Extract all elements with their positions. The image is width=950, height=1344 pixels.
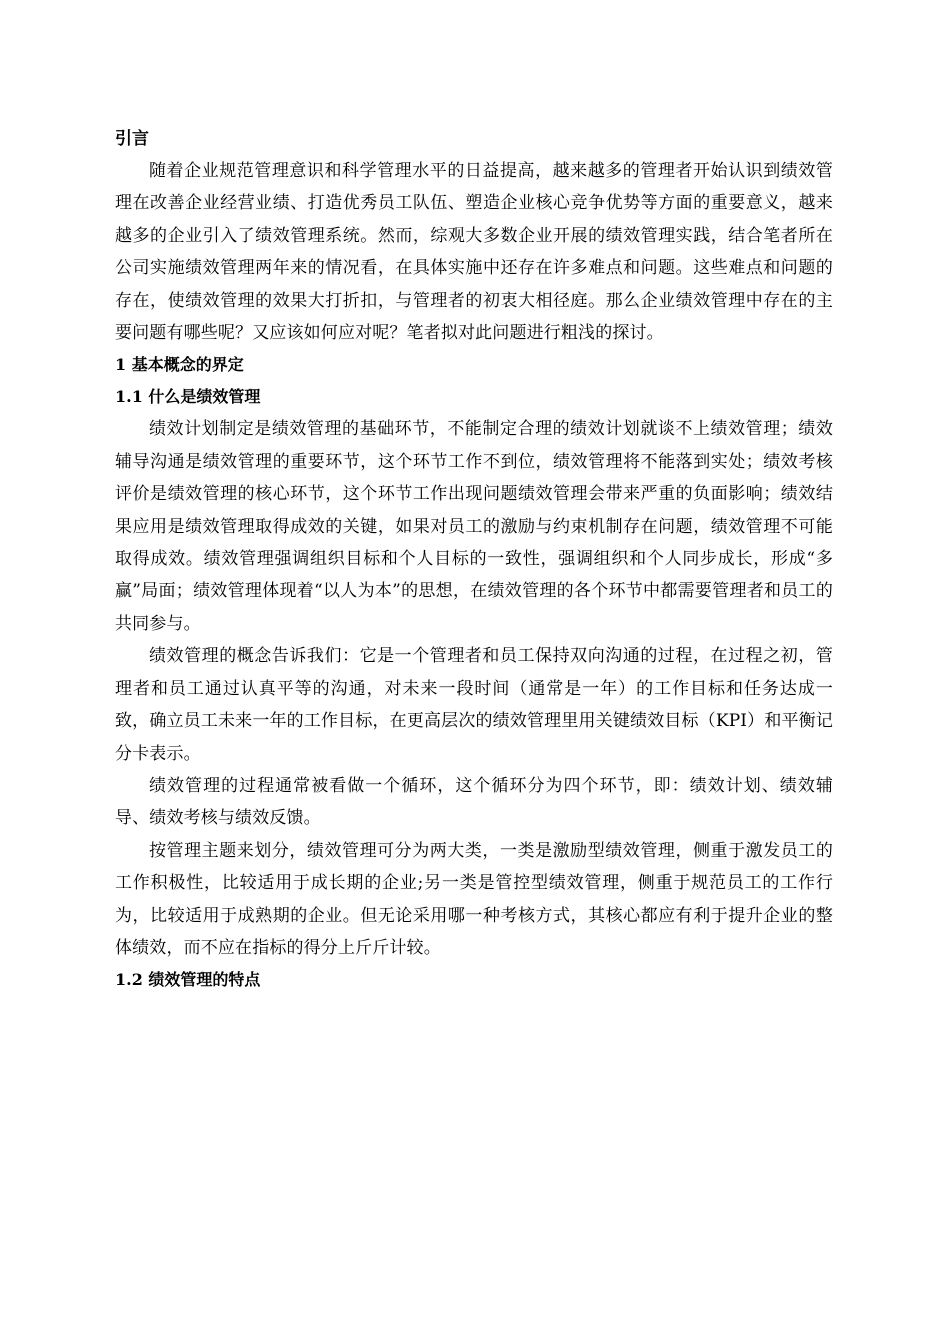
intro-paragraph: 随着企业规范管理意识和科学管理水平的日益提高，越来越多的管理者开始认识到绩效管理在改善企业经营业绩、打造优秀员工队伍、塑造企业核心竞争优势等方面的重要意义，越来越多的企业引入了绩效管理系统。然而，综观大多数企业开展的绩效管理实践，结合笔者所在公司实施绩效管理两年来的情况看，在具体实施中还存在许多难点和问题。这些难点和问题的存在，使绩效管理的效果大打折扣，与管理者的初衷大相径庭。那么企业绩效管理中存在的主要问题有哪些呢？又应该如何应对呢？笔者拟对此问题进行粗浅的探讨。 bbox=[115, 161, 833, 344]
section-1-2-heading: 1.2 绩效管理的特点 bbox=[115, 970, 261, 990]
section-1-1-heading: 1.1 什么是绩效管理 bbox=[115, 387, 261, 407]
section-1-1-paragraph-1: 绩效计划制定是绩效管理的基础环节，不能制定合理的绩效计划就谈不上绩效管理；绩效辅导沟通是绩效管理的重要环节，这个环节工作不到位，绩效管理将不能落到实处；绩效考核评价是绩效管理的核心环节，这个环节工作出现问题绩效管理会带来严重的负面影响；绩效结果应用是绩效管理取得成效的关键，如果对员工的激励与约束机制存在问题，绩效管理不可能取得成效。绩效管理强调组织目标和个人目标的一致性，强调组织和个人同步成长，形成“多赢”局面；绩效管理体现着“以人为本”的思想，在绩效管理的各个环节中都需要管理者和员工的共同参与。 bbox=[115, 419, 833, 634]
section-1-1-paragraph-2: 绩效管理的概念告诉我们：它是一个管理者和员工保持双向沟通的过程，在过程之初，管理者和员工通过认真平等的沟通，对未来一段时间（通常是一年）的工作目标和任务达成一致，确立员工未来一年的工作目标，在更高层次的绩效管理里用关键绩效目标（KPI）和平衡记分卡表示。 bbox=[115, 646, 833, 764]
document-page bbox=[115, 123, 833, 996]
section-1-heading: 1 基本概念的界定 bbox=[115, 355, 244, 375]
section-1-1-paragraph-4: 按管理主题来划分，绩效管理可分为两大类，一类是激励型绩效管理，侧重于激发员工的工作积极性，比较适用于成长期的企业;另一类是管控型绩效管理，侧重于规范员工的工作行为，比较适用于成熟期的企业。但无论采用哪一种考核方式，其核心都应有利于提升企业的整体绩效，而不应在指标的得分上斤斤计较。 bbox=[115, 840, 833, 958]
intro-heading: 引言 bbox=[115, 129, 149, 149]
section-1-1-paragraph-3: 绩效管理的过程通常被看做一个循环，这个循环分为四个环节，即：绩效计划、绩效辅导、绩效考核与绩效反馈。 bbox=[115, 775, 833, 829]
